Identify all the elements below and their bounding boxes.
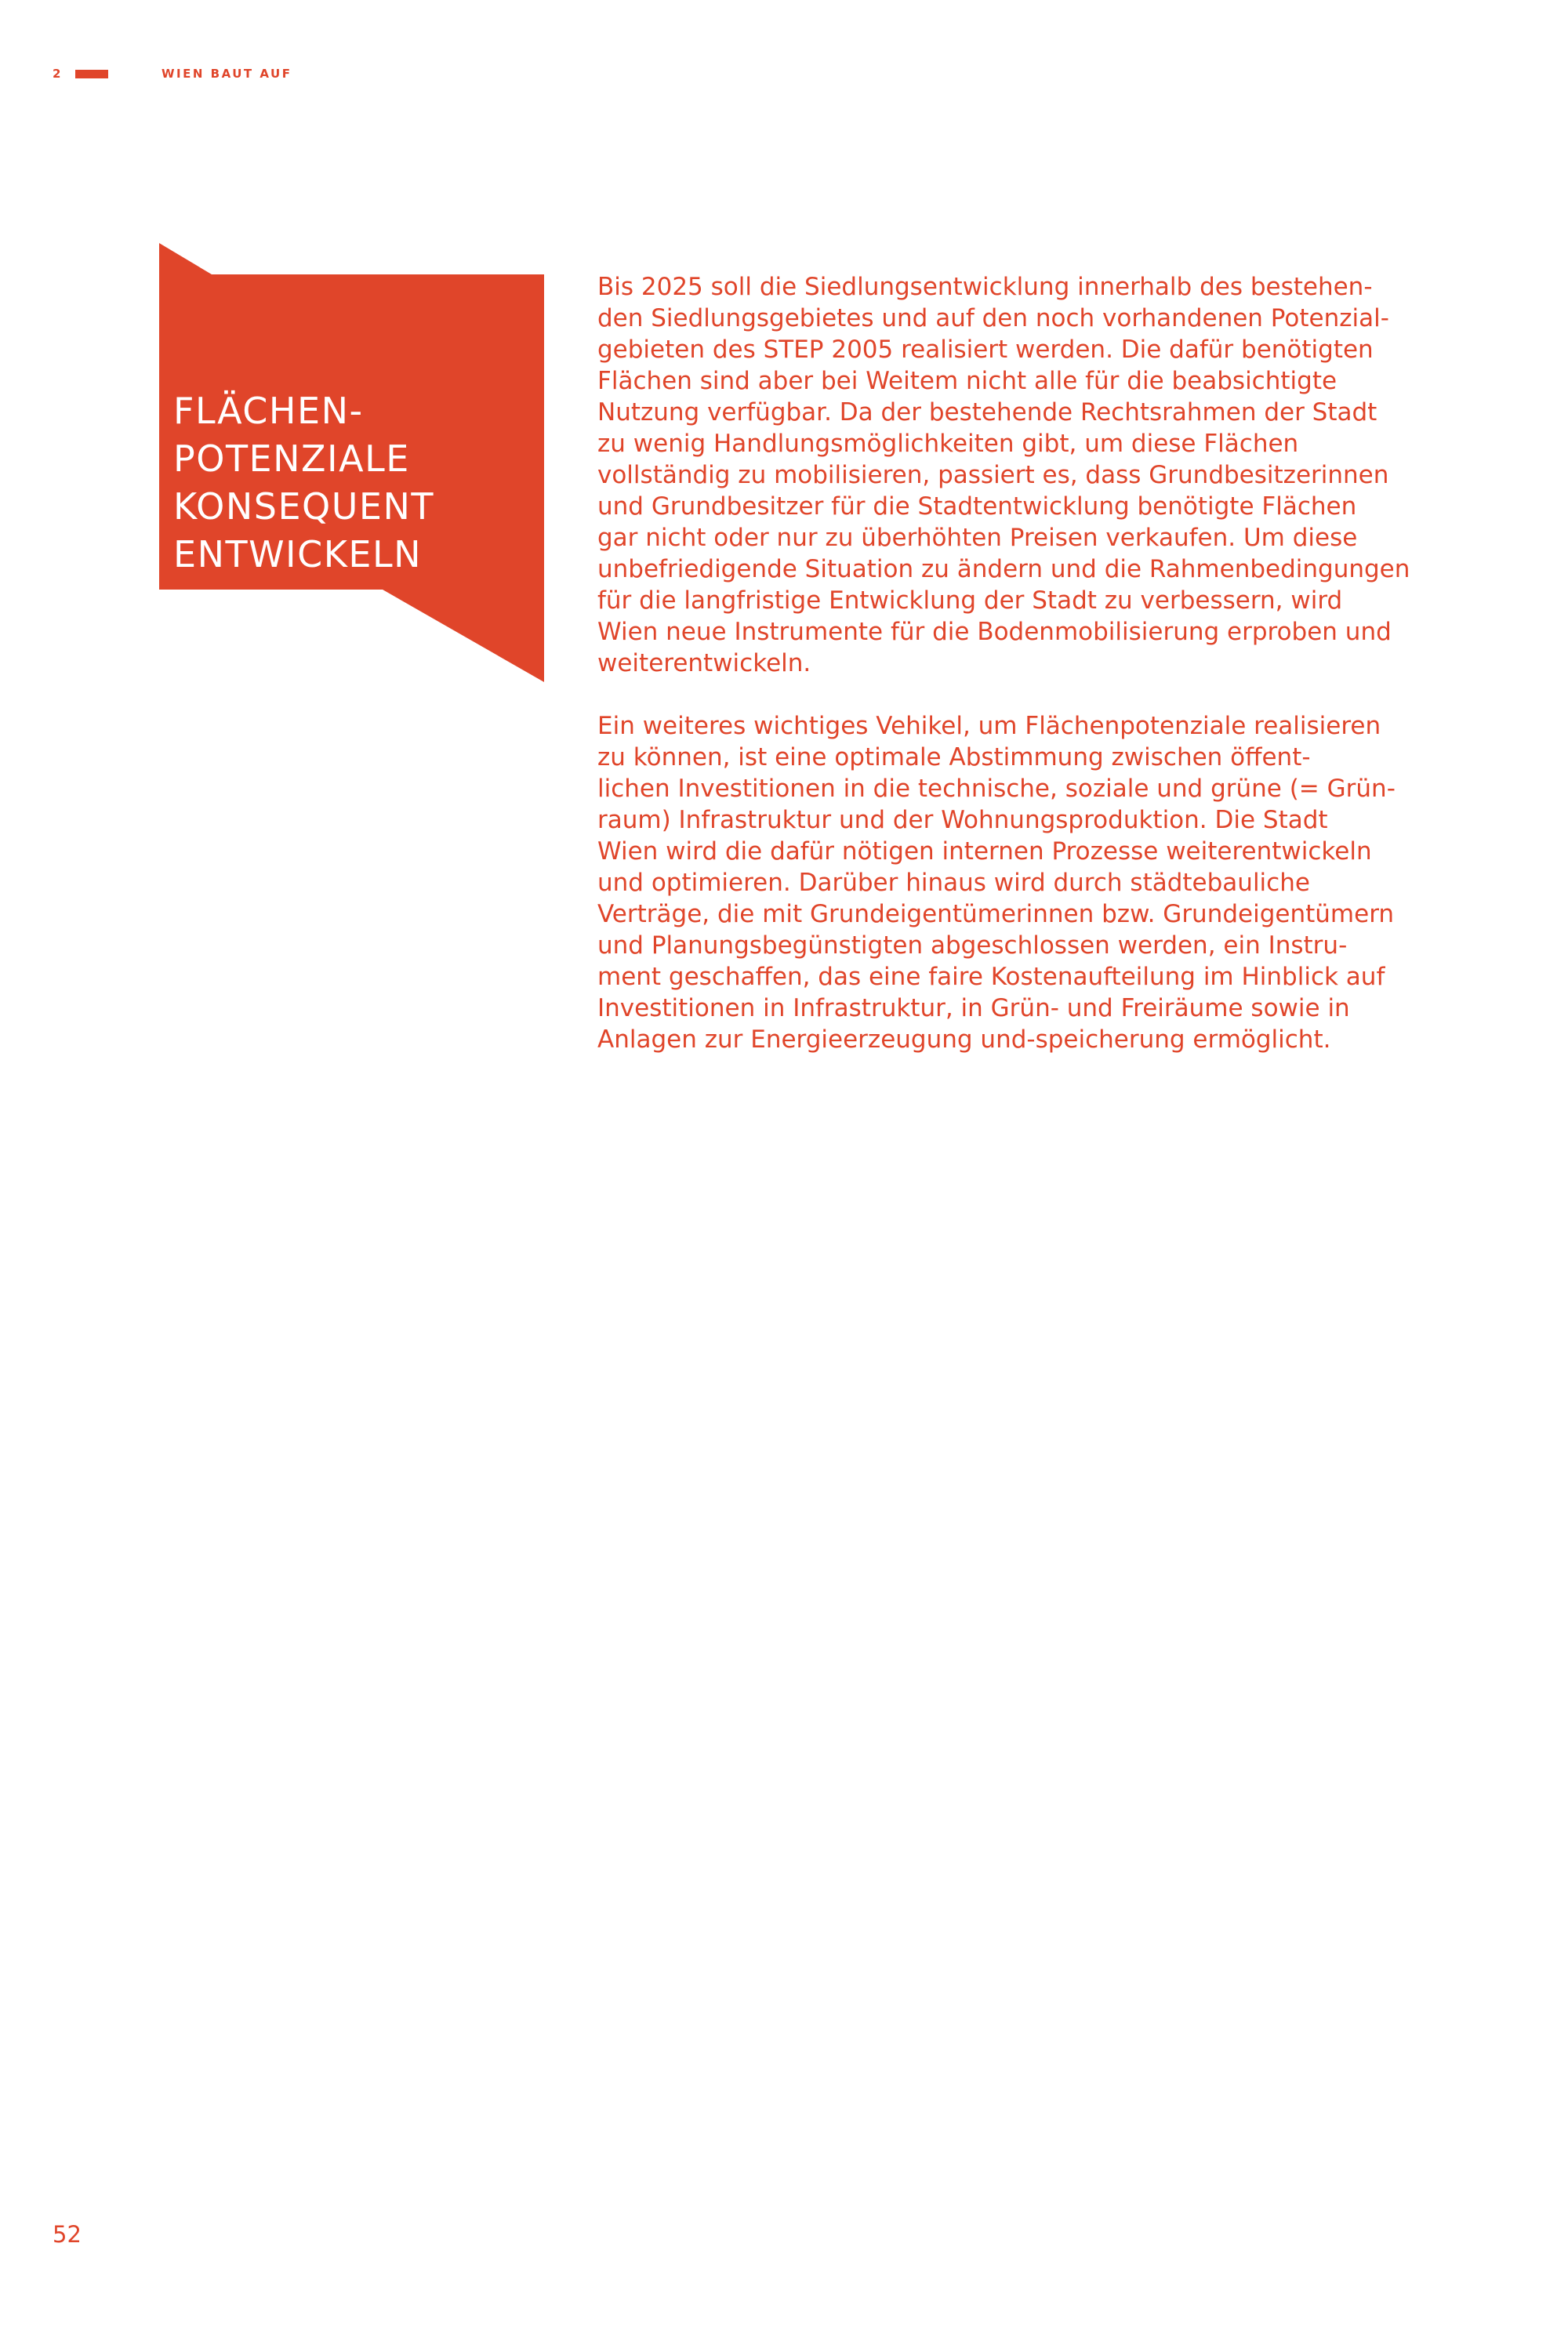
text-line: Verträge, die mit Grundeigentümerinnen bzw. Grundeigentümern (597, 900, 1395, 928)
section-heading-flag (159, 243, 544, 682)
text-line: den Siedlungsgebietes und auf den noch vorhandenen Potenzial- (597, 304, 1389, 332)
text-line: Investitionen in Infrastruktur, in Grün- und Freiräume sowie in (597, 994, 1350, 1022)
paragraph-2 (597, 710, 1428, 1055)
heading-line: KONSEQUENT (173, 485, 434, 528)
heading-line: POTENZIALE (173, 437, 410, 480)
text-line: und Grundbesitzer für die Stadtentwicklung benötigte Flächen (597, 492, 1357, 521)
text-line: ment geschaffen, das eine faire Kostenaufteilung im Hinblick auf (597, 963, 1385, 991)
text-line: Bis 2025 soll die Siedlungsentwicklung innerhalb des bestehen- (597, 273, 1373, 301)
text-line: für die langfristige Entwicklung der Stadt zu verbessern, wird (597, 586, 1343, 615)
text-line: Anlagen zur Energieerzeugung und-speicherung ermöglicht. (597, 1025, 1331, 1054)
text-line: vollständig zu mobilisieren, passiert es, dass Grundbesitzerinnen (597, 461, 1389, 489)
chapter-number: 2 (53, 67, 61, 81)
text-line: gebieten des STEP 2005 realisiert werden. Die dafür benötigten (597, 336, 1374, 364)
text-line: weiterentwickeln. (597, 649, 811, 677)
text-line: gar nicht oder nur zu überhöhten Preisen verkaufen. Um diese (597, 524, 1358, 552)
text-line: lichen Investitionen in die technische, soziale und grüne (= Grün- (597, 775, 1396, 803)
text-line: zu wenig Handlungsmöglichkeiten gibt, um diese Flächen (597, 430, 1299, 458)
text-line: Nutzung verfügbar. Da der bestehende Rechtsrahmen der Stadt (597, 398, 1377, 426)
section-heading (173, 387, 534, 579)
text-line: Wien neue Instrumente für die Bodenmobilisierung erproben und (597, 618, 1392, 646)
paragraph-1 (597, 271, 1428, 679)
text-line: Ein weiteres wichtiges Vehikel, um Flächenpotenziale realisieren (597, 712, 1381, 740)
text-line: und Planungsbegünstigten abgeschlossen werden, ein Instru- (597, 931, 1348, 960)
text-line: unbefriedigende Situation zu ändern und die Rahmenbedingungen (597, 555, 1410, 583)
running-title: WIEN BAUT AUF (162, 67, 292, 81)
text-line: und optimieren. Darüber hinaus wird durch städtebauliche (597, 869, 1310, 897)
heading-line: ENTWICKELN (173, 533, 423, 575)
text-line: zu können, ist eine optimale Abstimmung zwischen öffent- (597, 743, 1311, 771)
body-text (597, 271, 1428, 1087)
header-accent-bar (75, 70, 108, 78)
text-line: Wien wird die dafür nötigen internen Prozesse weiterentwickeln (597, 837, 1372, 866)
running-header (0, 66, 1568, 82)
heading-line: FLÄCHEN- (173, 390, 364, 432)
page-number: 52 (53, 2221, 82, 2248)
text-line: Flächen sind aber bei Weitem nicht alle für die beabsichtigte (597, 367, 1338, 395)
text-line: raum) Infrastruktur und der Wohnungsproduktion. Die Stadt (597, 806, 1328, 834)
